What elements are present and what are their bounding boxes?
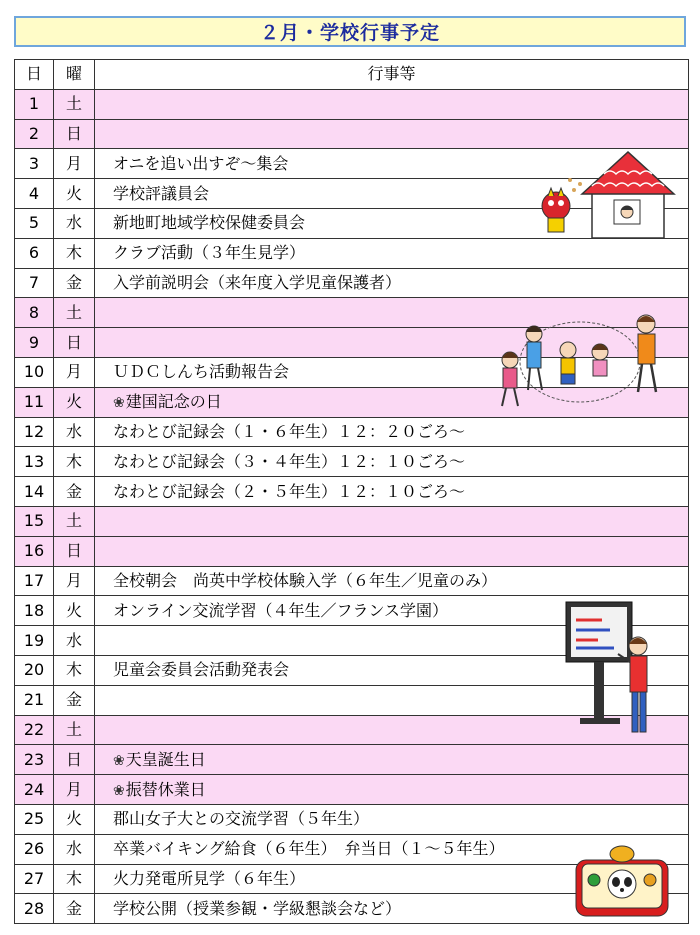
header-day: 日 <box>15 60 54 90</box>
row-weekday: 水 <box>54 208 95 238</box>
row-event-text: 郡山女子大との交流学習（５年生） <box>113 809 370 829</box>
row-event <box>95 477 689 507</box>
row-day: 23 <box>15 745 54 775</box>
row-weekday: 火 <box>54 387 95 417</box>
row-event-text: 振替休業日 <box>125 779 206 799</box>
table-row <box>15 715 689 745</box>
row-day: 21 <box>15 685 54 715</box>
row-event <box>95 894 689 924</box>
row-event <box>95 387 689 417</box>
row-event-text: 学校評議員会 <box>113 183 210 203</box>
row-weekday: 金 <box>54 685 95 715</box>
table-row <box>15 149 689 179</box>
table-row <box>15 357 689 387</box>
row-day: 19 <box>15 626 54 656</box>
row-weekday: 日 <box>54 536 95 566</box>
row-event-text: 火力発電所見学（６年生） <box>113 868 306 888</box>
row-weekday: 月 <box>54 566 95 596</box>
row-day: 13 <box>15 447 54 477</box>
row-day: 20 <box>15 655 54 685</box>
row-weekday: 木 <box>54 655 95 685</box>
flag-flower-icon: ❀ <box>113 782 125 799</box>
row-event <box>95 119 689 149</box>
row-event <box>95 208 689 238</box>
table-row <box>15 626 689 656</box>
row-day: 24 <box>15 775 54 805</box>
row-weekday: 月 <box>54 775 95 805</box>
row-weekday: 土 <box>54 89 95 119</box>
row-weekday: 木 <box>54 238 95 268</box>
row-weekday: 土 <box>54 298 95 328</box>
row-event <box>95 149 689 179</box>
table-row <box>15 536 689 566</box>
row-event-text: なわとび記録会（３・４年生）１２：１０ごろ～ <box>113 451 466 471</box>
table-row <box>15 179 689 209</box>
row-day: 11 <box>15 387 54 417</box>
row-event <box>95 536 689 566</box>
table-row <box>15 89 689 119</box>
page-title: ２月・学校行事予定 <box>14 16 686 47</box>
table-row <box>15 238 689 268</box>
row-event <box>95 566 689 596</box>
row-event-text: なわとび記録会（１・６年生）１２：２０ごろ～ <box>113 421 466 441</box>
table-header-row <box>15 60 689 90</box>
row-event-text: 新地町地域学校保健委員会 <box>113 213 306 233</box>
row-weekday: 水 <box>54 834 95 864</box>
row-weekday: 月 <box>54 357 95 387</box>
row-event-text: 入学前説明会（来年度入学児童保護者） <box>113 272 402 292</box>
row-event-text: オニを追い出すぞ～集会 <box>113 153 289 173</box>
flag-flower-icon: ❀ <box>113 395 125 412</box>
row-event <box>95 834 689 864</box>
table-row <box>15 775 689 805</box>
table-row <box>15 268 689 298</box>
row-weekday: 金 <box>54 268 95 298</box>
row-event-text: 卒業バイキング給食（６年生） 弁当日（１～５年生） <box>113 839 505 859</box>
table-row <box>15 208 689 238</box>
row-weekday: 水 <box>54 417 95 447</box>
row-event <box>95 864 689 894</box>
row-weekday: 火 <box>54 179 95 209</box>
row-weekday: 日 <box>54 119 95 149</box>
row-event-text: オンライン交流学習（４年生／フランス学園） <box>113 600 449 620</box>
row-event <box>95 268 689 298</box>
row-weekday: 火 <box>54 596 95 626</box>
row-event <box>95 596 689 626</box>
row-weekday: 金 <box>54 894 95 924</box>
table-row <box>15 804 689 834</box>
row-event <box>95 89 689 119</box>
table-row <box>15 477 689 507</box>
row-weekday: 金 <box>54 477 95 507</box>
row-weekday: 木 <box>54 447 95 477</box>
row-day: 5 <box>15 208 54 238</box>
row-weekday: 日 <box>54 745 95 775</box>
row-event <box>95 775 689 805</box>
row-event <box>95 179 689 209</box>
table-row <box>15 417 689 447</box>
table-row <box>15 328 689 358</box>
row-day: 25 <box>15 804 54 834</box>
table-row <box>15 506 689 536</box>
row-event <box>95 715 689 745</box>
row-day: 3 <box>15 149 54 179</box>
table-row <box>15 834 689 864</box>
row-day: 26 <box>15 834 54 864</box>
table-row <box>15 894 689 924</box>
row-day: 16 <box>15 536 54 566</box>
table-row <box>15 387 689 417</box>
row-event <box>95 357 689 387</box>
row-day: 12 <box>15 417 54 447</box>
row-weekday: 日 <box>54 328 95 358</box>
row-event <box>95 298 689 328</box>
row-event-text: クラブ活動（３年生見学） <box>113 243 306 263</box>
schedule-table <box>14 59 689 924</box>
row-weekday: 土 <box>54 506 95 536</box>
row-day: 4 <box>15 179 54 209</box>
row-day: 27 <box>15 864 54 894</box>
header-weekday: 曜 <box>54 60 95 90</box>
table-row <box>15 655 689 685</box>
row-event-text: 天皇誕生日 <box>125 749 206 769</box>
row-event <box>95 655 689 685</box>
table-row <box>15 298 689 328</box>
row-event <box>95 745 689 775</box>
table-row <box>15 566 689 596</box>
table-row <box>15 745 689 775</box>
flag-flower-icon: ❀ <box>113 752 125 769</box>
row-day: 2 <box>15 119 54 149</box>
table-row <box>15 685 689 715</box>
row-weekday: 土 <box>54 715 95 745</box>
row-day: 7 <box>15 268 54 298</box>
row-event <box>95 804 689 834</box>
row-event-text: 建国記念の日 <box>125 392 222 412</box>
row-event-text: ＵＤＣしんち活動報告会 <box>113 362 290 382</box>
row-weekday: 木 <box>54 864 95 894</box>
row-day: 10 <box>15 357 54 387</box>
row-event <box>95 328 689 358</box>
table-row <box>15 596 689 626</box>
table-row <box>15 864 689 894</box>
row-weekday: 水 <box>54 626 95 656</box>
row-day: 14 <box>15 477 54 507</box>
header-events: 行事等 <box>95 60 689 90</box>
table-row <box>15 119 689 149</box>
row-event <box>95 626 689 656</box>
row-day: 8 <box>15 298 54 328</box>
row-event-text: 学校公開（授業参観・学級懇談会など） <box>113 898 402 918</box>
row-day: 9 <box>15 328 54 358</box>
row-event <box>95 447 689 477</box>
row-event-text: 全校朝会 尚英中学校体験入学（６年生／児童のみ） <box>113 570 498 590</box>
row-day: 17 <box>15 566 54 596</box>
row-event <box>95 238 689 268</box>
row-event-text: 児童会委員会活動発表会 <box>113 660 290 680</box>
row-event <box>95 417 689 447</box>
table-row <box>15 447 689 477</box>
row-day: 18 <box>15 596 54 626</box>
row-event <box>95 506 689 536</box>
row-event <box>95 685 689 715</box>
row-weekday: 火 <box>54 804 95 834</box>
row-day: 22 <box>15 715 54 745</box>
row-day: 1 <box>15 89 54 119</box>
row-day: 15 <box>15 506 54 536</box>
row-event-text: なわとび記録会（２・５年生）１２：１０ごろ～ <box>113 481 466 501</box>
row-day: 6 <box>15 238 54 268</box>
row-day: 28 <box>15 894 54 924</box>
row-weekday: 月 <box>54 149 95 179</box>
